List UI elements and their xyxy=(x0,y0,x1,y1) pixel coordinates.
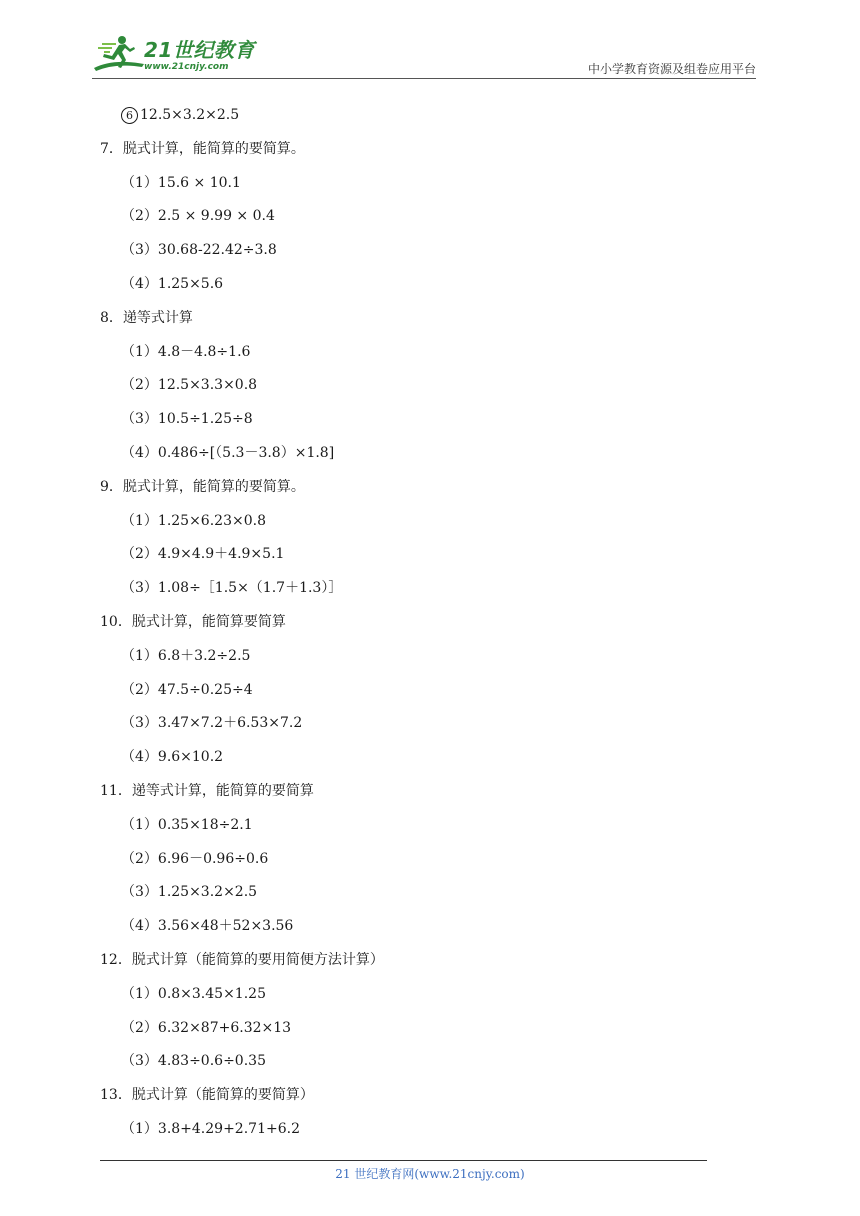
sub-problem xyxy=(121,275,223,293)
problem-text: 9．脱式计算，能简算的要简算。 xyxy=(100,478,305,495)
sub-problem xyxy=(121,647,250,665)
sub-problem xyxy=(121,579,342,597)
logo-url: www.21cnjy.com xyxy=(144,62,229,72)
sub-problem xyxy=(121,1052,266,1070)
question-heading xyxy=(100,951,384,969)
sub-problem xyxy=(121,850,268,868)
problem-text: （4）1.25×5.6 xyxy=(121,276,224,292)
problem-text: （1）0.35×18÷2.1 xyxy=(121,816,253,833)
header-divider xyxy=(92,78,756,79)
runner-logo-icon xyxy=(92,34,148,74)
sub-problem xyxy=(121,207,275,225)
problem-text: （2）4.9×4.9＋4.9×5.1 xyxy=(121,546,285,563)
problem-text: 12．脱式计算（能简算的要用简便方法计算） xyxy=(100,952,384,968)
problem-text: （3）3.47×7.2＋6.53×7.2 xyxy=(121,715,303,732)
sub-problem xyxy=(121,681,253,699)
circled-number: 6 xyxy=(121,107,138,124)
problem-text: （4）0.486÷[（5.3－3.8）×1.8] xyxy=(121,445,335,461)
problem-text: （1）3.8+4.29+2.71+6.2 xyxy=(121,1121,300,1137)
question-heading xyxy=(100,140,305,158)
sub-problem xyxy=(121,883,257,901)
sub-problem xyxy=(121,1120,300,1138)
sub-problem xyxy=(121,714,302,732)
problem-text: （3）30.68-22.42÷3.8 xyxy=(121,242,277,259)
sub-problem xyxy=(121,748,223,766)
problem-text: （2）6.96－0.96÷0.6 xyxy=(121,850,269,867)
problem-text: 7．脱式计算，能简算的要简算。 xyxy=(100,140,305,157)
question-heading xyxy=(100,613,286,631)
footer-divider xyxy=(100,1160,707,1161)
problem-text: （1）1.25×6.23×0.8 xyxy=(121,512,266,529)
sub-problem xyxy=(121,816,253,834)
page-header xyxy=(0,0,860,80)
sub-problem xyxy=(121,917,293,935)
sub-problem xyxy=(121,343,250,361)
problem-text: （3）1.25×3.2×2.5 xyxy=(121,884,258,901)
problem-text: （4）3.56×48＋52×3.56 xyxy=(121,918,294,935)
sub-problem xyxy=(121,545,284,563)
footer-text[interactable]: 21 世纪教育网(www.21cnjy.com) xyxy=(335,1167,525,1181)
problem-text: （3）1.08÷［1.5×（1.7＋1.3）］ xyxy=(121,580,343,597)
sub-problem xyxy=(121,1019,291,1037)
sub-problem xyxy=(121,985,266,1003)
problem-text: （2）2.5 × 9.99 × 0.4 xyxy=(121,208,275,225)
sub-problem xyxy=(121,174,241,192)
question-heading xyxy=(100,1086,314,1104)
question-heading xyxy=(100,309,193,327)
problem-text: （3）10.5÷1.25÷8 xyxy=(121,411,253,428)
problem-text: （1）4.8－4.8÷1.6 xyxy=(121,343,251,360)
sub-problem xyxy=(121,512,266,530)
sub-problem xyxy=(121,376,257,394)
problem-text: （2）12.5×3.3×0.8 xyxy=(121,377,258,394)
problem-text: （4）9.6×10.2 xyxy=(121,749,224,766)
sub-problem xyxy=(121,106,239,124)
problem-text: （1）6.8＋3.2÷2.5 xyxy=(121,647,251,664)
header-platform-text: 中小学教育资源及组卷应用平台 xyxy=(587,62,756,76)
sub-problem xyxy=(121,444,334,462)
problem-text: （3）4.83÷0.6÷0.35 xyxy=(121,1053,266,1070)
problem-text: 13．脱式计算（能简算的要简算） xyxy=(100,1087,314,1104)
question-heading xyxy=(100,478,305,496)
question-heading xyxy=(100,782,314,800)
problem-text: 12.5×3.2×2.5 xyxy=(140,107,240,123)
problem-text: 11．递等式计算，能简算的要简算 xyxy=(100,783,314,799)
sub-problem xyxy=(121,410,253,428)
problem-text: 10．脱式计算，能简算要简算 xyxy=(100,614,286,630)
logo-text: 21世纪教育 xyxy=(144,38,255,62)
problem-text: 8．递等式计算 xyxy=(100,309,193,326)
site-logo[interactable] xyxy=(92,32,262,78)
problem-text: （2）47.5÷0.25÷4 xyxy=(121,681,253,698)
problem-text: （1）15.6 × 10.1 xyxy=(121,174,241,191)
sub-problem xyxy=(121,241,277,259)
problem-text: （1）0.8×3.45×1.25 xyxy=(121,985,266,1002)
problem-text: （2）6.32×87+6.32×13 xyxy=(121,1019,292,1036)
